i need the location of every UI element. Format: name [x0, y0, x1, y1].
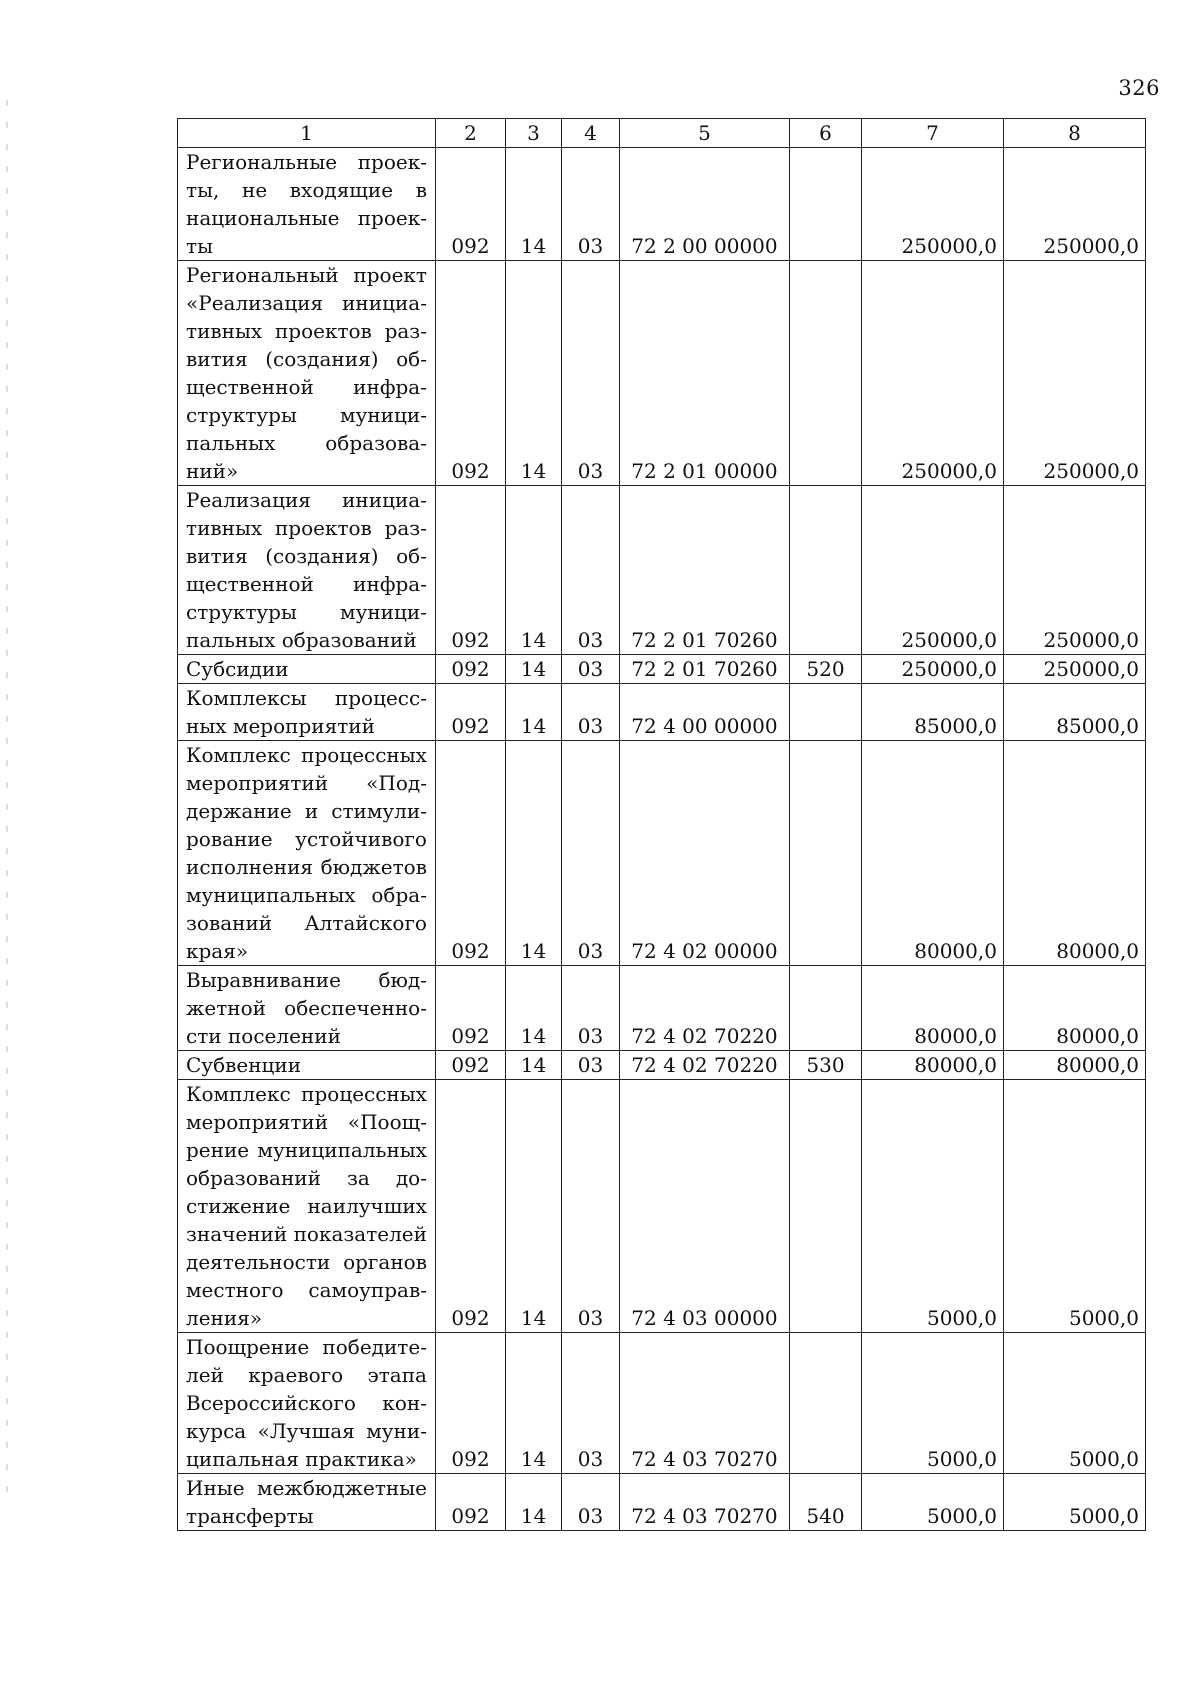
subsection-cell: 03 [561, 486, 619, 655]
ministry-code-cell: 092 [435, 1051, 505, 1080]
section-cell: 14 [505, 1474, 561, 1531]
ministry-code-cell: 092 [435, 1474, 505, 1531]
subsection-cell: 03 [561, 966, 619, 1051]
section-cell: 14 [505, 966, 561, 1051]
expense-type-cell [789, 1333, 861, 1474]
amount-year2-cell: 250000,0 [1003, 261, 1145, 486]
item-name-line: стижение наилучших [186, 1194, 427, 1218]
item-name-line: тивных проектов раз- [186, 516, 427, 540]
item-name-line: ты, не входящие в [186, 178, 427, 202]
table-row [178, 486, 1146, 655]
item-name-line: муниципальных обра- [186, 883, 427, 907]
item-name-line: образований за до- [186, 1166, 427, 1190]
expense-type-cell: 520 [789, 655, 861, 684]
item-name-line: Комплекс процессных [186, 743, 427, 767]
item-name-cell [178, 684, 436, 741]
scan-edge-marks [6, 100, 8, 1500]
amount-year1-cell: 80000,0 [861, 1051, 1003, 1080]
item-name-line: курса «Лучшая муни- [186, 1419, 427, 1443]
amount-year1-cell: 80000,0 [861, 966, 1003, 1051]
subsection-cell: 03 [561, 261, 619, 486]
item-name-line: мероприятий «Под- [186, 771, 427, 795]
item-name-line: Комплекс процессных [186, 1082, 427, 1106]
ministry-code-cell: 092 [435, 261, 505, 486]
expense-type-cell [789, 148, 861, 261]
column-header: 6 [789, 119, 861, 148]
amount-year1-cell: 250000,0 [861, 148, 1003, 261]
table-row [178, 148, 1146, 261]
target-article-cell: 72 2 00 00000 [619, 148, 789, 261]
table-row [178, 261, 1146, 486]
section-cell: 14 [505, 261, 561, 486]
item-name-line: тивных проектов раз- [186, 319, 427, 343]
table-row [178, 684, 1146, 741]
column-header: 1 [178, 119, 436, 148]
amount-year1-cell: 250000,0 [861, 655, 1003, 684]
item-name-line: Всероссийского кон- [186, 1391, 427, 1415]
budget-table [177, 118, 1146, 1531]
amount-year1-cell: 5000,0 [861, 1333, 1003, 1474]
amount-year1-cell: 5000,0 [861, 1080, 1003, 1333]
item-name-line: Региональный проект [186, 263, 427, 287]
table-row [178, 966, 1146, 1051]
column-header: 5 [619, 119, 789, 148]
item-name-cell [178, 741, 436, 966]
item-name-line: рование устойчивого [186, 827, 427, 851]
amount-year2-cell: 5000,0 [1003, 1333, 1145, 1474]
subsection-cell: 03 [561, 1051, 619, 1080]
item-name-line: структуры муници- [186, 403, 427, 427]
column-header: 8 [1003, 119, 1145, 148]
subsection-cell: 03 [561, 741, 619, 966]
amount-year1-cell: 5000,0 [861, 1474, 1003, 1531]
expense-type-cell [789, 486, 861, 655]
item-name-line: трансферты [186, 1504, 314, 1528]
item-name-line: вития (создания) об- [186, 544, 427, 568]
target-article-cell: 72 4 02 70220 [619, 966, 789, 1051]
section-cell: 14 [505, 741, 561, 966]
ministry-code-cell: 092 [435, 486, 505, 655]
item-name-line: Субвенции [186, 1053, 302, 1077]
table-body [178, 119, 1146, 1531]
ministry-code-cell: 092 [435, 684, 505, 741]
item-name-line: пальных образований [186, 628, 417, 652]
item-name-line: рение муниципальных [186, 1138, 427, 1162]
expense-type-cell [789, 684, 861, 741]
item-name-line: жетной обеспеченно- [186, 996, 427, 1020]
section-cell: 14 [505, 1080, 561, 1333]
column-header: 2 [435, 119, 505, 148]
item-name-cell [178, 1333, 436, 1474]
item-name-line: ты [186, 234, 213, 258]
expense-type-cell [789, 261, 861, 486]
target-article-cell: 72 2 01 70260 [619, 486, 789, 655]
item-name-line: щественной инфра- [186, 375, 427, 399]
table-row [178, 655, 1146, 684]
item-name-cell [178, 148, 436, 261]
target-article-cell: 72 4 00 00000 [619, 684, 789, 741]
subsection-cell: 03 [561, 1474, 619, 1531]
item-name-line: щественной инфра- [186, 572, 427, 596]
item-name-cell [178, 1474, 436, 1531]
amount-year1-cell: 85000,0 [861, 684, 1003, 741]
item-name-line: ных мероприятий [186, 714, 375, 738]
amount-year2-cell: 80000,0 [1003, 966, 1145, 1051]
amount-year2-cell: 80000,0 [1003, 741, 1145, 966]
amount-year2-cell: 5000,0 [1003, 1474, 1145, 1531]
item-name-line: Комплексы процесс- [186, 686, 427, 710]
expense-type-cell [789, 741, 861, 966]
amount-year2-cell: 85000,0 [1003, 684, 1145, 741]
item-name-cell [178, 655, 436, 684]
ministry-code-cell: 092 [435, 655, 505, 684]
ministry-code-cell: 092 [435, 741, 505, 966]
section-cell: 14 [505, 148, 561, 261]
expense-type-cell: 530 [789, 1051, 861, 1080]
item-name-cell [178, 486, 436, 655]
item-name-line: мероприятий «Поощ- [186, 1110, 427, 1134]
table-row [178, 1333, 1146, 1474]
section-cell: 14 [505, 684, 561, 741]
amount-year1-cell: 250000,0 [861, 261, 1003, 486]
subsection-cell: 03 [561, 655, 619, 684]
ministry-code-cell: 092 [435, 1333, 505, 1474]
item-name-cell [178, 966, 436, 1051]
target-article-cell: 72 4 03 70270 [619, 1474, 789, 1531]
column-header: 4 [561, 119, 619, 148]
amount-year2-cell: 80000,0 [1003, 1051, 1145, 1080]
target-article-cell: 72 2 01 00000 [619, 261, 789, 486]
item-name-line: Субсидии [186, 657, 289, 681]
amount-year2-cell: 250000,0 [1003, 148, 1145, 261]
section-cell: 14 [505, 486, 561, 655]
item-name-line: ний» [186, 459, 239, 483]
item-name-line: национальные проек- [186, 206, 427, 230]
amount-year1-cell: 250000,0 [861, 486, 1003, 655]
section-cell: 14 [505, 1051, 561, 1080]
expense-type-cell [789, 1080, 861, 1333]
item-name-line: значений показателей [186, 1222, 427, 1246]
amount-year2-cell: 5000,0 [1003, 1080, 1145, 1333]
subsection-cell: 03 [561, 684, 619, 741]
section-cell: 14 [505, 1333, 561, 1474]
subsection-cell: 03 [561, 1080, 619, 1333]
item-name-line: зований Алтайского [186, 911, 427, 935]
item-name-line: лей краевого этапа [186, 1363, 427, 1387]
subsection-cell: 03 [561, 1333, 619, 1474]
item-name-cell [178, 261, 436, 486]
item-name-line: структуры муници- [186, 600, 427, 624]
ministry-code-cell: 092 [435, 148, 505, 261]
section-cell: 14 [505, 655, 561, 684]
item-name-line: Выравнивание бюд- [186, 968, 427, 992]
ministry-code-cell: 092 [435, 966, 505, 1051]
item-name-cell [178, 1051, 436, 1080]
item-name-line: Реализация инициа- [186, 488, 427, 512]
table-row [178, 1051, 1146, 1080]
column-header: 3 [505, 119, 561, 148]
item-name-cell [178, 1080, 436, 1333]
item-name-line: «Реализация инициа- [186, 291, 427, 315]
expense-type-cell [789, 966, 861, 1051]
item-name-line: вития (создания) об- [186, 347, 427, 371]
item-name-line: Региональные проек- [186, 150, 427, 174]
item-name-line: исполнения бюджетов [186, 855, 427, 879]
item-name-line: ления» [186, 1306, 263, 1330]
table-row [178, 741, 1146, 966]
column-header: 7 [861, 119, 1003, 148]
expense-type-cell: 540 [789, 1474, 861, 1531]
ministry-code-cell: 092 [435, 1080, 505, 1333]
item-name-line: сти поселений [186, 1024, 341, 1048]
target-article-cell: 72 2 01 70260 [619, 655, 789, 684]
table-header-row [178, 119, 1146, 148]
item-name-line: Поощрение победите- [186, 1335, 427, 1359]
amount-year1-cell: 80000,0 [861, 741, 1003, 966]
item-name-line: Иные межбюджетные [186, 1476, 427, 1500]
page-number: 326 [1118, 76, 1160, 100]
subsection-cell: 03 [561, 148, 619, 261]
item-name-line: держание и стимули- [186, 799, 427, 823]
table-row [178, 1080, 1146, 1333]
target-article-cell: 72 4 02 00000 [619, 741, 789, 966]
target-article-cell: 72 4 03 70270 [619, 1333, 789, 1474]
amount-year2-cell: 250000,0 [1003, 486, 1145, 655]
item-name-line: ципальная практика» [186, 1447, 417, 1471]
amount-year2-cell: 250000,0 [1003, 655, 1145, 684]
target-article-cell: 72 4 03 00000 [619, 1080, 789, 1333]
item-name-line: местного самоуправ- [186, 1278, 427, 1302]
target-article-cell: 72 4 02 70220 [619, 1051, 789, 1080]
table-row [178, 1474, 1146, 1531]
item-name-line: пальных образова- [186, 431, 427, 455]
item-name-line: края» [186, 939, 249, 963]
item-name-line: деятельности органов [186, 1250, 427, 1274]
